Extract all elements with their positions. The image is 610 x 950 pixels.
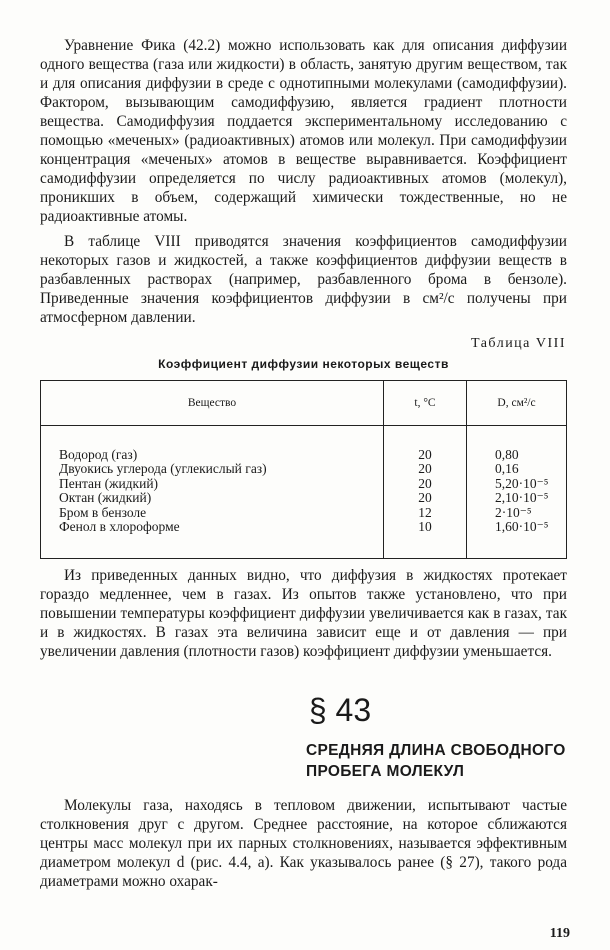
header-diffusion-coefficient: D, см²/с bbox=[467, 381, 567, 426]
section-title-line: ПРОБЕГА МОЛЕКУЛ bbox=[306, 763, 465, 780]
cell-temperature: 12 bbox=[384, 506, 467, 520]
paragraph-table-intro: В таблице VIII приводятся значения коэффициентов самодиффузии некоторых газов и жидкостей, а также коэффициентов диффузии веществ в разбавленных растворах (например, разбавленного брома в бензоле). Приведенные значения коэффициентов диффузии в см²/с получены при атмосферном давлении. bbox=[40, 233, 567, 326]
cell-temperature: 20 bbox=[384, 462, 467, 476]
section-title bbox=[306, 740, 566, 782]
table-label: Таблица VIII bbox=[471, 336, 566, 351]
cell-substance: Бром в бензоле bbox=[41, 506, 384, 520]
header-temperature: t, °C bbox=[384, 381, 467, 426]
cell-coefficient: 5,20·10⁻⁵ bbox=[467, 477, 567, 491]
cell-substance: Двуокись углерода (углекислый газ) bbox=[41, 462, 384, 476]
cell-substance: Октан (жидкий) bbox=[41, 491, 384, 505]
table-row bbox=[41, 520, 567, 559]
paragraph-mean-free-path: Молекулы газа, находясь в тепловом движении, испытывают частые столкновения друг с другом. Среднее расстояние, на которое сближаются центры масс молекул при их парных столкновениях, называется эффективным диаметром молекул d (рис. 4.4, a). Как указывалось ранее (§ 27), такого рода диаметрами можно охарак- bbox=[40, 797, 567, 890]
cell-coefficient: 0,80 bbox=[467, 426, 567, 463]
cell-substance: Фенол в хлороформе bbox=[41, 520, 384, 559]
cell-coefficient: 2,10·10⁻⁵ bbox=[467, 491, 567, 505]
diffusion-table bbox=[40, 380, 567, 559]
section-title-line: СРЕДНЯЯ ДЛИНА СВОБОДНОГО bbox=[306, 742, 566, 759]
cell-temperature: 20 bbox=[384, 477, 467, 491]
cell-temperature: 10 bbox=[384, 520, 467, 559]
table-caption: Коэффициент диффузии некоторых веществ bbox=[158, 357, 449, 371]
table-row bbox=[41, 491, 567, 505]
table-row bbox=[41, 506, 567, 520]
header-substance: Вещество bbox=[41, 381, 384, 426]
paragraph-conclusions: Из приведенных данных видно, что диффузия в жидкостях протекает гораздо медленнее, чем в газах. Из опытов также установлено, что при повышении температуры коэффициент диффузии увеличивается как в газах, так и в жидкостях. В газах эта величина зависит еще и от давления — при увеличении давления (плотности газов) коэффициент диффузии уменьшается. bbox=[40, 567, 567, 660]
cell-coefficient: 0,16 bbox=[467, 462, 567, 476]
section-number: § 43 bbox=[308, 692, 372, 728]
table-row bbox=[41, 426, 567, 463]
cell-coefficient: 2·10⁻⁵ bbox=[467, 506, 567, 520]
cell-substance: Пентан (жидкий) bbox=[41, 477, 384, 491]
cell-temperature: 20 bbox=[384, 426, 467, 463]
cell-temperature: 20 bbox=[384, 491, 467, 505]
cell-coefficient: 1,60·10⁻⁵ bbox=[467, 520, 567, 559]
cell-substance: Водород (газ) bbox=[41, 426, 384, 463]
paragraph-self-diffusion: Уравнение Фика (42.2) можно использовать как для описания диффузии одного вещества (газа или жидкости) в область, занятую другим веществом, так и для описания диффузии в среде с однотипными молекулами (самодиффузии). Фактором, вызывающим самодиффузию, является градиент плотности вещества. Самодиффузия поддается экспериментальному исследованию с помощью «меченых» (радиоактивных) атомов или молекул. При самодиффузии концентрация «меченых» атомов в веществе выравнивается. Коэффициент самодиффузии определяется по числу радиоактивных атомов (молекул), проникших в объем, содержащий химически тождественные, но не радиоактивные атомы. bbox=[40, 37, 567, 225]
page-number: 119 bbox=[549, 926, 570, 941]
table-row bbox=[41, 477, 567, 491]
table-row bbox=[41, 462, 567, 476]
